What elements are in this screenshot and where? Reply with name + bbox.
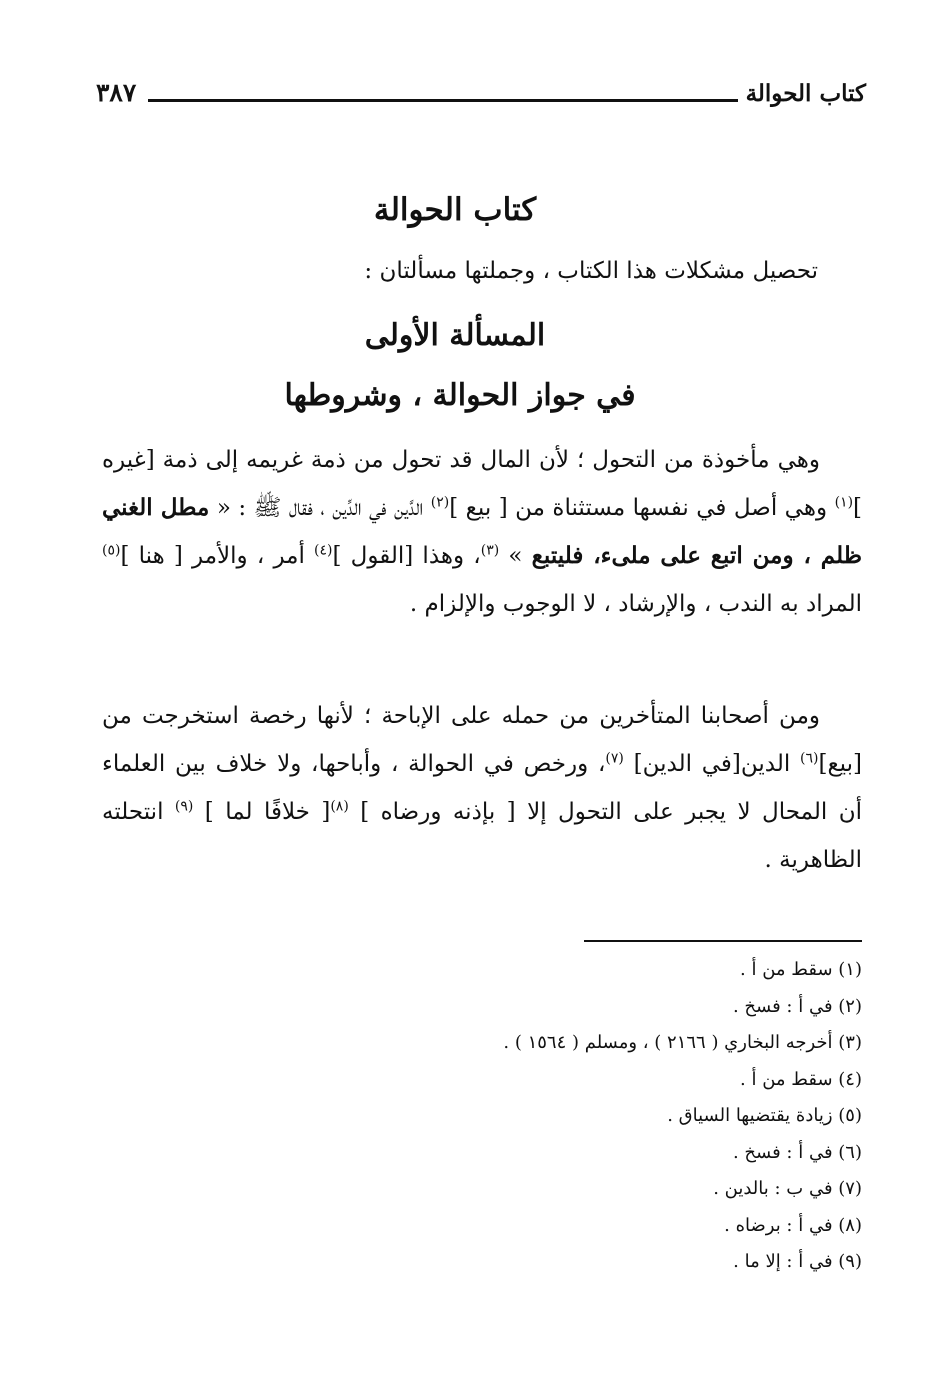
footnote-ref-8: (٨) xyxy=(330,798,349,815)
footnote-8: (٨) في أ : برضاه . xyxy=(724,1214,862,1236)
footnote-rule xyxy=(584,940,862,942)
footnote-ref-3: (٣) xyxy=(480,542,500,559)
running-title: كتاب الحوالة xyxy=(745,80,866,107)
intro-line: تحصيل مشكلات هذا الكتاب ، وجملتها مسألتان : xyxy=(364,258,818,284)
text-run: » xyxy=(499,543,532,569)
footnote-ref-1: (١) xyxy=(834,494,854,511)
footnote-ref-7: (٧) xyxy=(605,750,624,767)
footnote-4: (٤) سقط من أ . xyxy=(740,1068,862,1090)
text-run: ، ورخص في الحوالة ، وأباحها، ولا خلاف بين العلماء أن المحال لا يجبر على التحول إلا [ بإذنه ورضاه ] xyxy=(102,751,862,825)
text-run: أمر ، والأمر [ هنا ] xyxy=(120,543,315,569)
running-header xyxy=(96,78,866,118)
header-rule xyxy=(148,99,738,102)
text-run: ، وهذا [القول ] xyxy=(332,543,481,569)
text-run: وهي مأخوذة من التحول ؛ لأن المال قد تحول من ذمة غريمه إلى ذمة [غيره ] xyxy=(102,447,863,521)
footnote-2: (٢) في أ : فسخ . xyxy=(732,995,862,1017)
footnote-1: (١) سقط من أ . xyxy=(740,959,862,980)
paragraph-1 xyxy=(102,436,862,628)
issue-subtitle: في جواز الحوالة ، وشروطها xyxy=(284,378,636,413)
text-run: المراد به الندب ، والإرشاد ، لا الوجوب والإلزام . xyxy=(409,591,862,617)
footnote-ref-5: (٥) xyxy=(102,542,121,559)
text-run: [ خلافًا لما ] xyxy=(193,799,331,825)
hadith-quote: مطل الغني ظلم ، ومن اتبع على ملىء، فليتبع xyxy=(102,494,862,569)
footnote-3: (٣) أخرجه البخاري ( ٢١٦٦ ) ، ومسلم ( ١٥٦٤ ) . xyxy=(503,1032,862,1053)
paragraph-2 xyxy=(102,692,862,884)
page-number: ٣٨٧ xyxy=(96,78,137,107)
footnote-ref-2: (٢) xyxy=(430,494,450,511)
text-run: الدين[في الدين] xyxy=(623,751,800,777)
footnote-ref-4: (٤) xyxy=(314,542,333,559)
text-run: ومن أصحابنا المتأخرين من حمله على الإباحة ؛ لأنها رخصة استخرجت من [بيع] xyxy=(102,703,862,777)
footnote-6: (٦) في أ : فسخ . xyxy=(732,1141,862,1163)
text-run: الدَّين في الدِّين ، فقال ﷺ : « xyxy=(209,495,431,521)
chapter-title: كتاب الحوالة xyxy=(373,192,537,228)
footnote-5: (٥) زيادة يقتضيها السياق . xyxy=(667,1105,862,1126)
text-run: انتحلته الظاهرية . xyxy=(102,799,862,873)
footnote-ref-6: (٦) xyxy=(800,750,819,767)
footnote-9: (٩) في أ : إلا ما . xyxy=(733,1251,862,1272)
footnote-7: (٧) في ب : بالدين . xyxy=(713,1178,862,1199)
text-run: وهي أصل في نفسها مستثناة من [ بيع ] xyxy=(449,495,835,521)
issue-title: المسألة الأولى xyxy=(364,318,546,353)
footnote-ref-9: (٩) xyxy=(174,798,194,815)
footnotes-list xyxy=(102,952,862,1281)
